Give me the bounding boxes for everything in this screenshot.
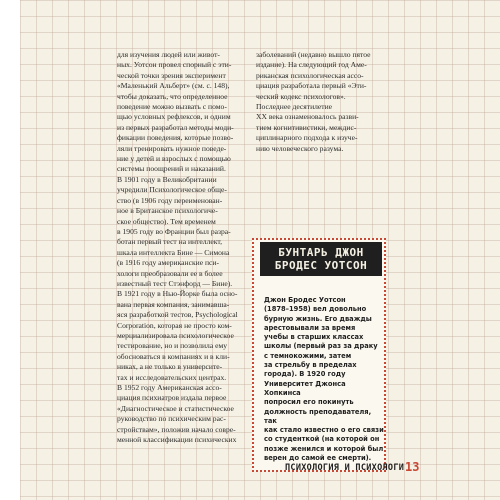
sidebar-text: Джон Бродес Уотсон (1878–1958) вел довольно бурную жизнь. Его дважды арестовывали за время учебы в старших классах школы (первый раз за драку с темнокожими, затем за стрельбу в пределах города). В 1920 году Университет Джонса Хопкинса попросил его покинуть должность преподавателя, так как стало известно о его связи со студенткой (на которой он позже женился и которой был верен до самой ее смерти). [264,296,384,463]
right-paragraph-2: Последнее десятилетие XX века ознаменовалось разви- тием когнитивистики, междис- циплинарного подхода к изуче- нию человеческого разума. [256,102,359,153]
left-paragraph-3: В 1952 году Американская ассо- циация психиатров издала первое «Диагностическое и статистическое руководство по психическим рас- стройствам», положив начало совре- менной классификации психических [117,383,237,445]
left-paragraph-1: для изучения людей или живот- ных. Уотсон провел спорный с эти- ческой точки зрения эксперимент «Маленький Альберт» (см. с. 148), чтобы доказать, что определенное поведение можно вызвать с помо- щью условных рефлексов, и одним из первых разработал методы моди- фикации поведения, которые позво- ляли тренировать нужное поведе- ние у детей и взрослых с помощью системы поощрений и наказаний. [117,50,234,174]
right-text-column [256,50,384,154]
page-number: 13 [405,460,420,474]
sidebar-title: БУНТАРЬ ДЖОН БРОДЕС УОТСОН [260,242,382,276]
left-text-column [117,50,243,445]
footer-section-label: ПСИХОЛОГИЯ И ПСИХОЛОГИ [285,463,405,473]
left-paragraph-2: В 1901 году в Великобритании учредили Психологическое обще- ство (в 1906 году переименован- ное в Британское психологиче- ское общество). Тем временем в 1905 году во Франции был разра- ботан первый тест на интеллект, шкала интеллекта Бине — Симона (в 1916 году американские пси- хологи преобразовали ее в более известный тест Стэнфорд — Бине). В 1921 году в Нью-Йорке была осно- вана первая компания, занимавша- яся разработкой тестов, Psychological Corporation, которая не просто ком- мерциализировала психологическое тестирование, но и позволила ему обосноваться в компаниях и в кли- никах, а не только в университе- тах и исследовательских центрах. [117,174,238,382]
right-paragraph-1: заболеваний (недавно вышло пятое издание). На следующий год Аме- риканская психологическая ассо- циация разработала первый «Эти- ческий кодекс психологов». [256,50,371,101]
